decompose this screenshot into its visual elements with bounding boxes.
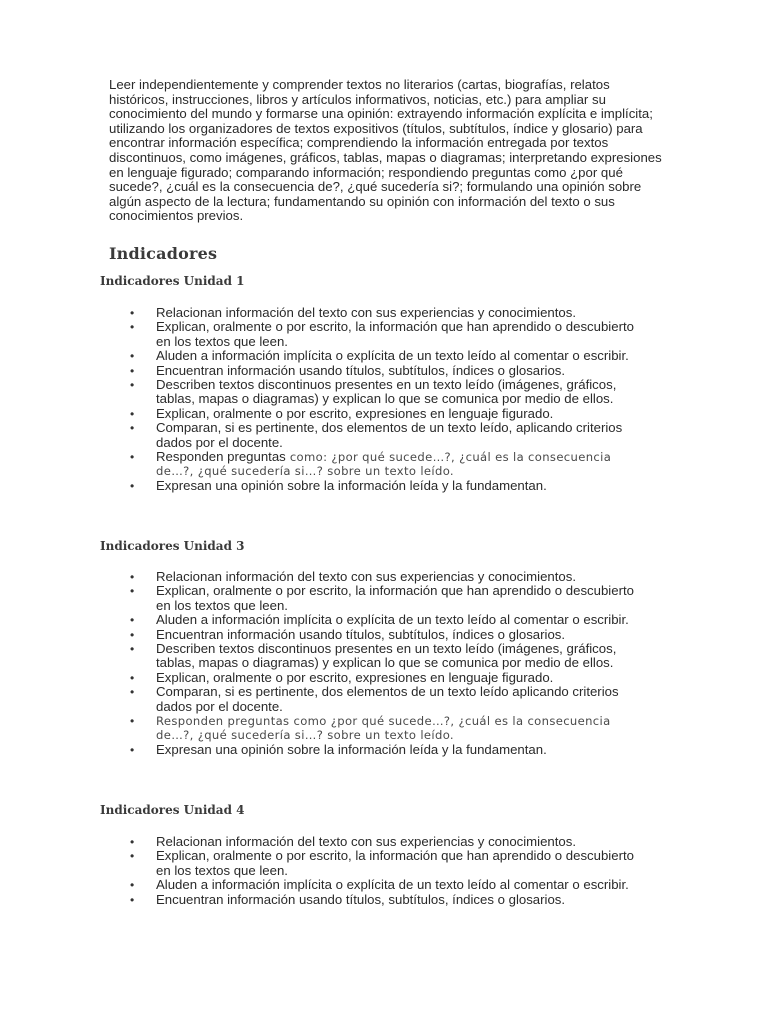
list-item-text: Relacionan información del texto con sus experiencias y conocimientos.	[156, 305, 577, 320]
list-item	[130, 378, 640, 407]
list-item	[130, 320, 640, 349]
list-item	[130, 878, 640, 892]
list-item	[130, 743, 640, 757]
list-item-text: Aluden a información implícita o explícita de un texto leído al comentar o escribir.	[156, 348, 629, 364]
unit1-heading: Indicadores Unidad 1	[100, 274, 245, 288]
bullet-icon: •	[130, 613, 135, 628]
list-item	[130, 685, 640, 714]
list-item-text: Aluden a información implícita o explícita de un texto leído al comentar o escribir.	[156, 612, 629, 628]
list-item-text: Explican, oralmente o por escrito, expresiones en lenguaje figurado.	[156, 669, 554, 685]
list-item	[130, 364, 640, 378]
list-item-text: Explican, oralmente o por escrito, la información que han aprendido o descubierto en los textos que leen.	[156, 583, 634, 613]
bullet-icon: •	[130, 835, 135, 849]
list-item-text: Comparan, si es pertinente, dos elementos de un texto leído, aplicando criterios dados por el docente.	[156, 420, 623, 450]
list-item	[130, 849, 640, 878]
bullet-icon: •	[130, 421, 135, 436]
list-item-text: Describen textos discontinuos presentes en un texto leído (imágenes, gráficos, tablas, mapas o diagramas) y explican lo que se comunica por medio de ellos.	[156, 641, 617, 671]
unit4-list	[130, 835, 640, 907]
list-item-text: Responden preguntas como ¿por qué sucede…?, ¿cuál es la consecuencia de…?, ¿qué sucedería si…? sobre un texto leído.	[156, 714, 611, 743]
bullet-icon: •	[130, 849, 135, 864]
unit1-list	[130, 306, 640, 493]
list-item	[130, 450, 640, 479]
list-item	[130, 479, 640, 493]
intro-paragraph: Leer independientemente y comprender textos no literarios (cartas, biografías, relatos históricos, instrucciones, libros y artículos informativos, noticias, etc.) para ampliar su conocimiento del mundo y formarse una opinión: extrayendo información explícita e implícita; utilizando los organizadores de textos expositivos (títulos, subtítulos, índice y glosario) para encontrar información específica; comprendiendo la información entregada por textos discontinuos, como imágenes, gráficos, tablas, mapas o diagramas; interpretando expresiones en lenguaje figurado; comparando información; respondiendo preguntas como ¿por qué sucede?, ¿cuál es la consecuencia de?, ¿qué sucedería si?; formulando una opinión sobre algún aspecto de la lectura; fundamentando su opinión con información del texto o sus conocimientos previos.	[109, 77, 662, 224]
list-item	[130, 407, 640, 421]
list-item-text: Relacionan información del texto con sus experiencias y conocimientos.	[156, 834, 577, 849]
list-item-text: Explican, oralmente o por escrito, expresiones en lenguaje figurado.	[156, 405, 554, 421]
indicadores-heading: Indicadores	[109, 244, 218, 263]
list-item-text: Explican, oralmente o por escrito, la información que han aprendido o descubierto en los textos que leen.	[156, 319, 634, 349]
bullet-icon: •	[130, 306, 135, 320]
list-item	[130, 893, 640, 907]
list-item	[130, 671, 640, 685]
list-item	[130, 349, 640, 363]
bullet-icon: •	[130, 570, 135, 584]
unit4-heading: Indicadores Unidad 4	[100, 803, 245, 817]
bullet-icon: •	[130, 450, 135, 465]
bullet-icon: •	[130, 642, 135, 657]
bullet-icon: •	[130, 363, 135, 378]
list-item-text: Encuentran información usando títulos, subtítulos, índices o glosarios.	[156, 626, 566, 642]
list-item-text: Encuentran información usando títulos, subtítulos, índices o glosarios.	[156, 362, 566, 378]
list-item-text: Aluden a información implícita o explícita de un texto leído al comentar o escribir.	[156, 877, 629, 893]
list-item-text: Responden preguntas	[156, 449, 286, 465]
list-item	[130, 421, 640, 450]
list-item	[130, 584, 640, 613]
list-item	[130, 628, 640, 642]
list-item-text-continued: como: ¿por qué sucede…?, ¿cuál es la consecuencia de…?, ¿qué sucedería si…? sobre un texto leído.	[156, 450, 612, 479]
bullet-icon: •	[130, 627, 135, 642]
list-item-text: Describen textos discontinuos presentes en un texto leído (imágenes, gráficos, tablas, mapas o diagramas) y explican lo que se comunica por medio de ellos.	[156, 377, 617, 407]
bullet-icon: •	[130, 892, 135, 907]
bullet-icon: •	[130, 714, 135, 729]
bullet-icon: •	[130, 670, 135, 685]
list-item	[130, 642, 640, 671]
bullet-icon: •	[130, 584, 135, 599]
bullet-icon: •	[130, 349, 135, 364]
bullet-icon: •	[130, 685, 135, 700]
bullet-icon: •	[130, 320, 135, 335]
list-item-text: Expresan una opinión sobre la información leída y la fundamentan.	[156, 741, 547, 757]
list-item-text: Expresan una opinión sobre la información leída y la fundamentan.	[156, 477, 547, 493]
list-item-text: Explican, oralmente o por escrito, la información que han aprendido o descubierto en los textos que leen.	[156, 848, 634, 878]
list-item-text: Comparan, si es pertinente, dos elementos de un texto leído aplicando criterios dados por el docente.	[156, 684, 619, 714]
list-item	[130, 306, 640, 320]
unit3-heading: Indicadores Unidad 3	[100, 539, 245, 553]
bullet-icon: •	[130, 742, 135, 757]
bullet-icon: •	[130, 878, 135, 893]
list-item	[130, 570, 640, 584]
list-item	[130, 714, 640, 743]
list-item-text: Relacionan información del texto con sus experiencias y conocimientos.	[156, 569, 577, 584]
list-item-text: Encuentran información usando títulos, subtítulos, índices o glosarios.	[156, 891, 566, 907]
list-item	[130, 835, 640, 849]
list-item	[130, 613, 640, 627]
bullet-icon: •	[130, 478, 135, 493]
unit3-list	[130, 570, 640, 757]
bullet-icon: •	[130, 378, 135, 393]
bullet-icon: •	[130, 406, 135, 421]
